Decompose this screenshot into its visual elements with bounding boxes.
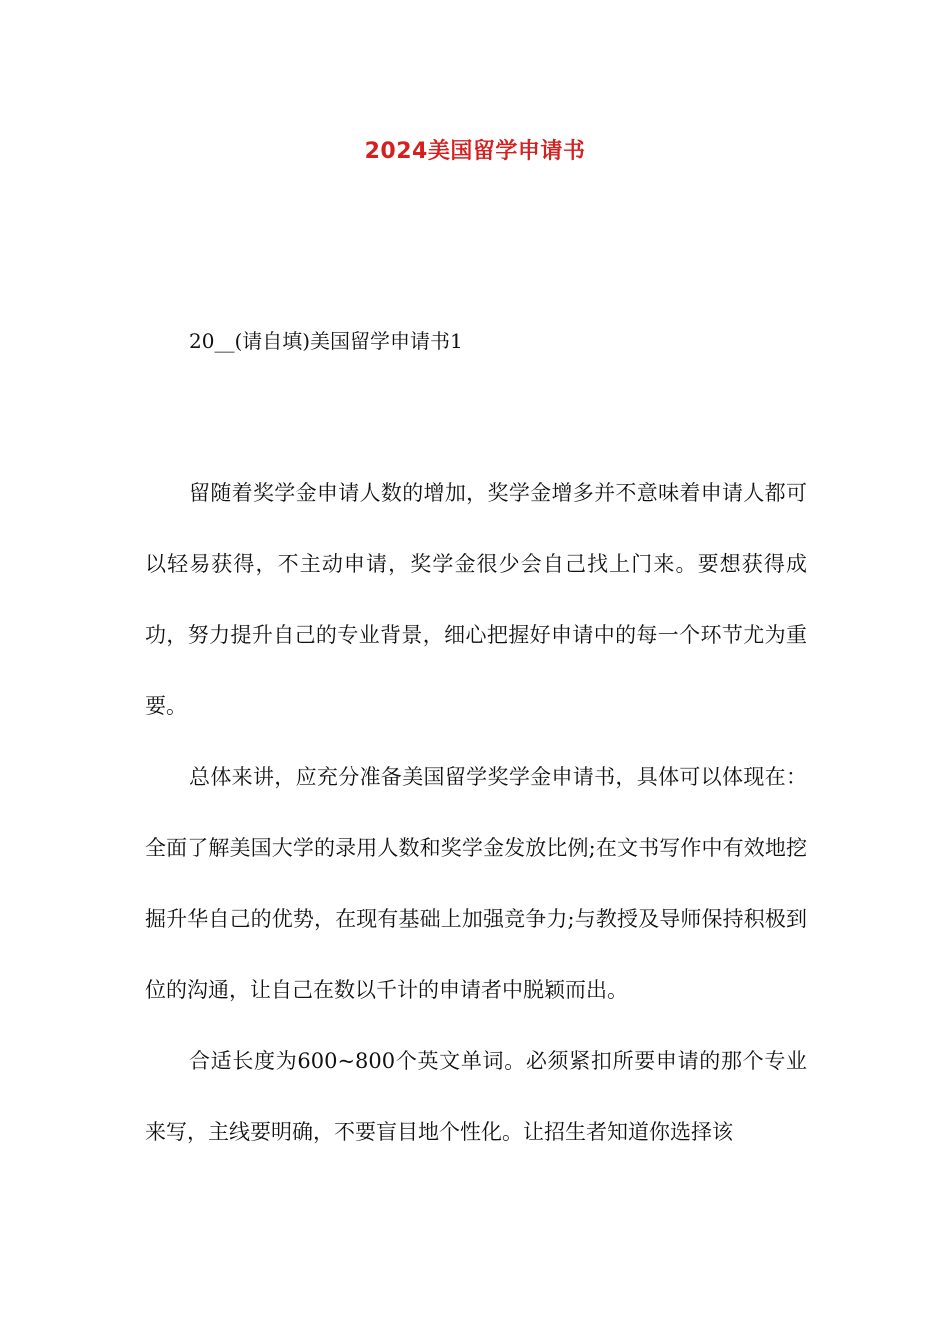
paragraph-1: 留随着奖学金申请人数的增加，奖学金增多并不意味着申请人都可以轻易获得，不主动申请，奖学金很少会自己找上门来。要想获得成功，努力提升自己的专业背景，细心把握好申请中的每一个环节尤为重要。 [145, 481, 807, 718]
document-title: 2024美国留学申请书 [364, 139, 586, 164]
paragraph-3: 合适长度为600~800个英文单词。必须紧扣所要申请的那个专业来写，主线要明确，不要盲目地个性化。让招生者知道你选择该 [145, 1049, 807, 1144]
section-heading: 20__(请自填)美国留学申请书1 [189, 329, 463, 353]
paragraph-2: 总体来讲，应充分准备美国留学奖学金申请书，具体可以体现在：全面了解美国大学的录用人数和奖学金发放比例;在文书写作中有效地挖掘升华自己的优势，在现有基础上加强竞争力;与教授及导师保持积极到位的沟通，让自己在数以千计的申请者中脱颖而出。 [145, 765, 807, 1002]
body-text [145, 458, 807, 1168]
